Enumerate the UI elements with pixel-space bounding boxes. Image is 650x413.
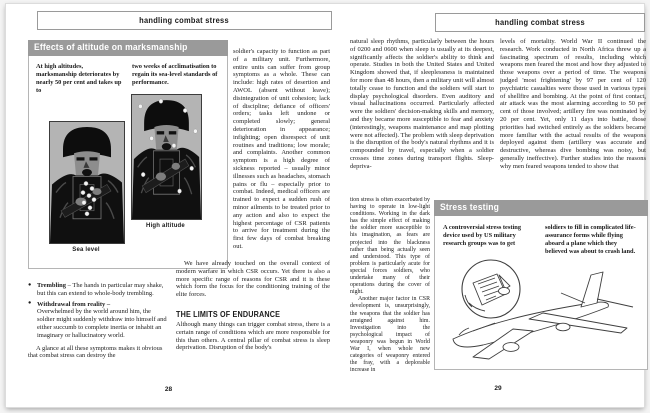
altitude-feature-box <box>28 40 228 269</box>
bullet-icon: ● <box>28 282 32 288</box>
sea-level-target-illustration <box>49 121 125 244</box>
stress-testing-title-bar <box>434 200 648 216</box>
book-spread <box>6 4 644 407</box>
csr-context-paragraph: We have already touched on the overall context of modern warfare in which CSR occurs. Yet there is also a more specific range of reasons for CSR and it is these which form the focus for the conditioning training of the elite forces. <box>176 260 330 299</box>
high-altitude-label: High altitude <box>146 223 185 229</box>
symptom-bullet-list <box>28 282 168 382</box>
symptom-bullet-trembling <box>28 282 168 298</box>
stress-caption-left: A controversial stress testing device used by US military research groups was to get <box>443 224 522 247</box>
stress-testing-box <box>434 200 648 370</box>
bullet-text: Overwhelmed by the world around him, the soldier might suddenly withdraw into himself and either succumb to complete inertia or inhabit an imaginary or hallucinatory world. <box>37 308 167 339</box>
sea-level-label: Sea level <box>72 247 100 253</box>
running-head-right <box>435 13 645 32</box>
right-page-column-1: natural sleep rhythms, particularly between the hours of 0200 and 0600 when sleep is usually at its deepest, significantly affects the soldier's ability to think and operate. Studies in both the United States and United Kingdom showed that, if sleeplessness is maintained for more than 48 hours, then a military unit will almost totally cease to function and the soldiers will start to display psychological disorders. Even auditory and visual hallucinations occurred. Particularly affected were the soldiers' decision-making skills and memory, and they became more susceptible to fear and anxiety (interestingly, weapons maintenance and map plotting were not affected). The problem with sleep deprivation is the disruption of the body's natural rhythms and it is compounded by travel, especially when a soldier crosses time zones during transport flights. Sleep-depriva- <box>350 38 494 170</box>
plane-crash-test-illustration <box>439 259 643 365</box>
symptom-bullet-withdrawal <box>28 301 168 340</box>
running-head-left <box>37 11 332 30</box>
stress-testing-title: Stress testing <box>440 202 500 213</box>
right-page-column-3: levels of mortality. World War II continued the research. Work conducted in North Africa threw up a fascinating spectrum of results, including which weapons men feared the most and how they adjusted to those weapons over a period of time. The weapons judged 'most frightening' by 97 per cent of 120 psychiatric casualties were those used in various types of shellfire and bombing. At the point of first contact, air attack was the most alarming according to 50 per cent of those involved; artillery fire was nominated by 20 per cent. Yet, only 11 days into battle, those priorities had switched entirely as the soldiers became more familiar with the actual results of the weapons deployed against them (artillery was accurate and destructive, whereas dive bombing was noisy, but generally ineffective). Further studies into the reasons why men feared weapons tended to show that <box>500 38 646 170</box>
symptoms-closing-paragraph: A glance at all these symptoms makes it obvious that combat stress can destroy the <box>28 344 163 360</box>
limits-of-endurance-heading: THE LIMITS OF ENDURANCE <box>176 310 281 319</box>
weaponry-paragraph: Another major factor in CSR development is, unsurprisingly, the weapons that the soldier has arraigned against him. Investigation into the psychological impact of weaponry was begun in World War I, when whole new categories of weaponry entered the fray, with a deplorable increase in <box>350 296 430 374</box>
left-page-narrow-column: soldier's capacity to function as part of a military unit. Furthermore, entire units can suffer from group symptoms as a whole. These can include: high rates of desertion and AWOL (absent without leave); disintegration of unit cohesion; lack of discipline; defiance of officers' orders; tasks left undone or completed slowly; general deterioration in appearance; infighting; open disrespect of unit routines and traditions; low morale; and complaints. Another common symptom is a high degree of sickness reported – usually minor illnesses such as headaches, stomach pains or flu – especially prior to combat. Indeed, medical officers are trained to expect a sudden rush of minor ailments to be treated prior to any action and also to expect the highest percentage of CSR patients to arrive for treatment during the first few days of combat breaking out. <box>233 48 330 250</box>
altitude-feature-title-bar <box>28 40 228 56</box>
right-page-column-2 <box>350 197 430 379</box>
high-altitude-target-illustration <box>131 94 202 220</box>
bullet-text: – The hands in particular may shake, but this can extend to whole-body trembling. <box>37 282 164 297</box>
left-page-number: 28 <box>164 386 173 393</box>
running-head-left-label: handling combat stress <box>139 15 230 25</box>
altitude-feature-title: Effects of altitude on marksmanship <box>34 42 188 53</box>
altitude-caption-left: At high altitudes, marksmanship deteriorates by nearly 50 per cent and takes up to <box>36 63 122 94</box>
running-head-right-label: handling combat stress <box>495 17 585 27</box>
stress-caption-right: soldiers to fill in complicated life-assurance forms while flying aboard a plane which they believed was about to crash land. <box>545 224 636 255</box>
low-light-paragraph: tion stress is often exacerbated by having to operate in low-light conditions. Working in the dark has the simple effect of making the soldier more susceptible to his imagination, as fears are projected into the blackness rather than being actually seen and understood. This type of problem is particularly acute for special forces soldiers, who undertake many of their operations during the cover of night. <box>350 197 430 296</box>
bullet-icon: ● <box>28 300 32 307</box>
bullet-term: Withdrawal from reality – <box>37 300 111 308</box>
altitude-caption-right: two weeks of acclimatisation to regain its sea-level standards of performance. <box>132 63 218 86</box>
limits-of-endurance-paragraph: Although many things can trigger combat stress, there is a certain range of conditions which are more responsible for this than others. A central pillar of combat stress is sleep deprivation. Disruption of the body's <box>176 321 330 352</box>
right-page-number: 29 <box>494 385 502 392</box>
bullet-term: Trembling <box>37 282 67 289</box>
